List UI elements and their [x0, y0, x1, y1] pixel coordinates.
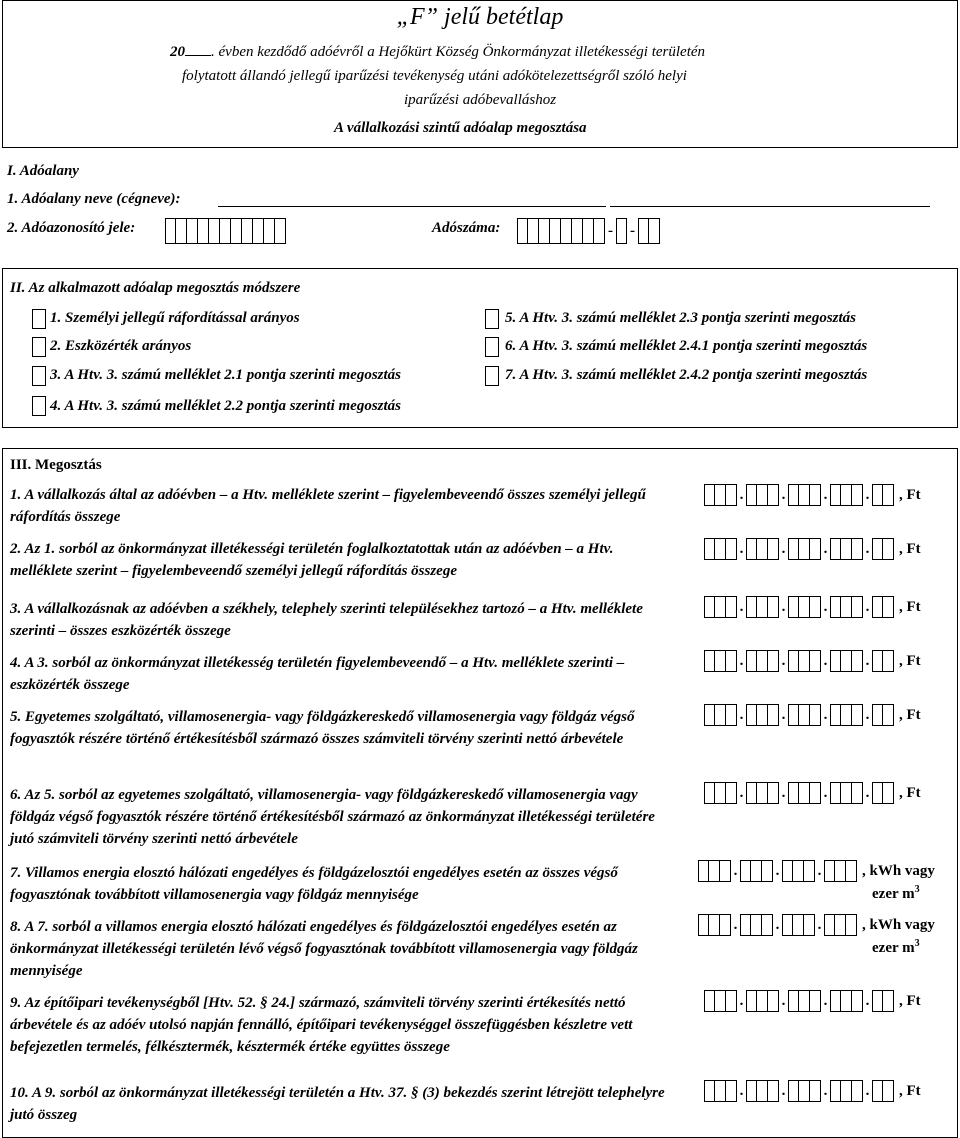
- row-5-amount[interactable]: [704, 704, 921, 726]
- digit-box[interactable]: [768, 782, 779, 804]
- digit-box[interactable]: [830, 782, 841, 804]
- row-4-label: 4. A 3. sorból az önkormányzat illetékesség területén figyelembeveendő – a Htv. melléklete szerinti – eszközérték összege: [10, 655, 625, 693]
- digit-box[interactable]: [810, 990, 821, 1012]
- digit-box[interactable]: [198, 218, 209, 244]
- digit-separator: .: [739, 653, 744, 669]
- digit-box[interactable]: [715, 538, 726, 560]
- header-line-1: [170, 44, 705, 61]
- digit-box[interactable]: [883, 704, 894, 726]
- digit-separator: .: [733, 917, 738, 933]
- digit-box[interactable]: [762, 914, 773, 936]
- row-5-unit: , Ft: [899, 707, 921, 723]
- row-6-unit: , Ft: [899, 785, 921, 801]
- digit-box[interactable]: [715, 650, 726, 672]
- digit-box[interactable]: [830, 990, 841, 1012]
- taxnum-dash-2: -: [630, 223, 635, 239]
- digit-box[interactable]: [788, 1080, 799, 1102]
- digit-box[interactable]: [550, 218, 561, 244]
- digit-box[interactable]: [799, 650, 810, 672]
- taxid-field[interactable]: [165, 218, 286, 244]
- digit-box[interactable]: [704, 650, 715, 672]
- digit-box[interactable]: [793, 860, 804, 882]
- digit-box[interactable]: [830, 596, 841, 618]
- digit-separator: .: [781, 993, 786, 1009]
- digit-box[interactable]: [242, 218, 253, 244]
- digit-box[interactable]: [275, 218, 286, 244]
- digit-box[interactable]: [751, 860, 762, 882]
- digit-box[interactable]: [883, 1080, 894, 1102]
- digit-separator: .: [865, 707, 870, 723]
- digit-box[interactable]: [883, 538, 894, 560]
- digit-separator: .: [823, 599, 828, 615]
- digit-separator: .: [865, 653, 870, 669]
- digit-separator: .: [817, 917, 822, 933]
- name-label: 1. Adóalany neve (cégneve):: [7, 191, 181, 207]
- digit-box[interactable]: [841, 538, 852, 560]
- digit-separator: .: [739, 1083, 744, 1099]
- row-8-label: 8. A 7. sorból a villamos energia elosztó hálózati engedélyes és földgázelosztói engedélyes esetén az önkormányzat illetékességi területén lévő végső fogyasztónak továbbított villamosenergia vagy földgáz mennyisége: [10, 919, 638, 979]
- digit-box[interactable]: [872, 1080, 883, 1102]
- section-1-title: I. Adóalany: [7, 163, 79, 179]
- digit-separator: .: [781, 785, 786, 801]
- digit-box[interactable]: [768, 484, 779, 506]
- digit-box[interactable]: [176, 218, 187, 244]
- digit-separator: .: [865, 487, 870, 503]
- digit-box[interactable]: [810, 538, 821, 560]
- digit-box[interactable]: [715, 596, 726, 618]
- digit-box[interactable]: [528, 218, 539, 244]
- digit-box[interactable]: [852, 596, 863, 618]
- digit-box[interactable]: [746, 650, 757, 672]
- digit-box[interactable]: [810, 650, 821, 672]
- digit-box[interactable]: [757, 650, 768, 672]
- digit-box[interactable]: [788, 782, 799, 804]
- digit-box[interactable]: [835, 860, 846, 882]
- digit-box[interactable]: [788, 484, 799, 506]
- digit-box[interactable]: [561, 218, 572, 244]
- digit-separator: .: [775, 917, 780, 933]
- digit-box[interactable]: [810, 782, 821, 804]
- digit-box[interactable]: [841, 704, 852, 726]
- digit-box[interactable]: [788, 538, 799, 560]
- digit-box[interactable]: [872, 704, 883, 726]
- method-5-checkbox[interactable]: [485, 309, 499, 329]
- digit-box[interactable]: [872, 596, 883, 618]
- row-4-unit: , Ft: [899, 653, 921, 669]
- digit-box[interactable]: [715, 704, 726, 726]
- row-1-label: 1. A vállalkozás által az adóévben – a Htv. melléklete szerint – figyelembeveendő összes személyi jellegű ráfordítás összege: [10, 487, 646, 525]
- digit-box[interactable]: [715, 484, 726, 506]
- digit-box[interactable]: [883, 990, 894, 1012]
- digit-box[interactable]: [788, 990, 799, 1012]
- method-1-label: 1. Személyi jellegű ráfordítással arányos: [50, 310, 300, 326]
- row-8-unit: , kWh vagy: [862, 917, 935, 933]
- digit-separator: .: [823, 785, 828, 801]
- digit-box[interactable]: [883, 782, 894, 804]
- digit-box[interactable]: [726, 782, 737, 804]
- digit-separator: .: [781, 487, 786, 503]
- method-1-checkbox[interactable]: [32, 309, 46, 329]
- method-7-checkbox[interactable]: [485, 366, 499, 386]
- digit-box[interactable]: [715, 990, 726, 1012]
- digit-box[interactable]: [726, 704, 737, 726]
- digit-box[interactable]: [757, 596, 768, 618]
- digit-box[interactable]: [852, 704, 863, 726]
- digit-box[interactable]: [704, 704, 715, 726]
- digit-separator: .: [781, 653, 786, 669]
- digit-box[interactable]: [804, 860, 815, 882]
- digit-box[interactable]: [768, 1080, 779, 1102]
- row-2-unit: , Ft: [899, 541, 921, 557]
- digit-separator: .: [865, 785, 870, 801]
- digit-box[interactable]: [746, 990, 757, 1012]
- digit-box[interactable]: [757, 990, 768, 1012]
- digit-box[interactable]: [726, 538, 737, 560]
- digit-box[interactable]: [799, 782, 810, 804]
- digit-box[interactable]: [231, 218, 242, 244]
- digit-box[interactable]: [746, 538, 757, 560]
- form-title: „F” jelű betétlap: [396, 4, 564, 30]
- method-4-checkbox[interactable]: [32, 396, 46, 416]
- digit-box[interactable]: [841, 782, 852, 804]
- digit-box[interactable]: [187, 218, 198, 244]
- digit-separator: .: [823, 707, 828, 723]
- digit-box[interactable]: [220, 218, 231, 244]
- row-3-unit: , Ft: [899, 599, 921, 615]
- digit-box[interactable]: [726, 484, 737, 506]
- digit-separator: .: [733, 863, 738, 879]
- digit-box[interactable]: [830, 704, 841, 726]
- digit-box[interactable]: [746, 596, 757, 618]
- taxid-label: 2. Adóazonosító jele:: [7, 220, 136, 236]
- row-10-unit: , Ft: [899, 1083, 921, 1099]
- digit-box[interactable]: [726, 596, 737, 618]
- digit-box[interactable]: [872, 782, 883, 804]
- header-subtitle: A vállalkozási szintű adóalap megosztása: [334, 120, 587, 136]
- row-8-amount[interactable]: [698, 914, 935, 936]
- digit-box[interactable]: [830, 484, 841, 506]
- digit-box[interactable]: [872, 538, 883, 560]
- digit-box[interactable]: [782, 860, 793, 882]
- method-6-label: 6. A Htv. 3. számú melléklet 2.4.1 pontja szerinti megosztás: [505, 338, 868, 354]
- digit-separator: .: [823, 541, 828, 557]
- digit-box[interactable]: [704, 484, 715, 506]
- digit-box[interactable]: [762, 860, 773, 882]
- digit-separator: .: [823, 487, 828, 503]
- digit-box[interactable]: [720, 860, 731, 882]
- digit-box[interactable]: [824, 914, 835, 936]
- digit-box[interactable]: [872, 650, 883, 672]
- digit-box[interactable]: [830, 650, 841, 672]
- header-line-2: folytatott állandó jellegű iparűzési tevékenység utáni adókötelezettségről szóló helyi: [182, 68, 687, 84]
- digit-separator: .: [817, 863, 822, 879]
- digit-separator: .: [823, 993, 828, 1009]
- name-field[interactable]: [218, 206, 606, 207]
- digit-box[interactable]: [726, 1080, 737, 1102]
- digit-box[interactable]: [757, 1080, 768, 1102]
- digit-box[interactable]: [264, 218, 275, 244]
- digit-box[interactable]: [709, 914, 720, 936]
- digit-box[interactable]: [594, 218, 605, 244]
- digit-box[interactable]: [704, 990, 715, 1012]
- digit-separator: .: [865, 993, 870, 1009]
- year-prefix: 20: [170, 44, 185, 60]
- year-blank[interactable]: [185, 55, 211, 56]
- section-3-title: III. Megosztás: [10, 457, 102, 473]
- digit-box[interactable]: [788, 650, 799, 672]
- method-3-checkbox[interactable]: [32, 366, 46, 386]
- row-2-label: 2. Az 1. sorból az önkormányzat illetékességi területén foglalkoztatottak után az adóévben – a Htv. melléklete szerint – figyelembeveendő személyi jellegű ráfordítás összege: [10, 541, 614, 579]
- digit-box[interactable]: [715, 782, 726, 804]
- digit-box[interactable]: [852, 990, 863, 1012]
- digit-separator: .: [739, 599, 744, 615]
- digit-box[interactable]: [704, 1080, 715, 1102]
- method-4-label: 4. A Htv. 3. számú melléklet 2.2 pontja szerinti megosztás: [50, 398, 401, 414]
- method-2-checkbox[interactable]: [32, 337, 46, 357]
- row-6-label: 6. Az 5. sorból az egyetemes szolgáltató, villamosenergia- vagy földgázkereskedő villamosenergia vagy földgáz végső fogyasztók részére történő értékesítésből származó az önkormányzat illetékességi területére jutó számviteli törvény szerinti nettó árbevétele: [10, 787, 655, 847]
- digit-box[interactable]: [746, 1080, 757, 1102]
- row-7-label: 7. Villamos energia elosztó hálózati engedélyes és földgázelosztói engedélyes esetén az összes végső fogyasztónak továbbított villamosenergia vagy földgáz mennyisége: [10, 865, 618, 903]
- digit-box[interactable]: [810, 596, 821, 618]
- digit-separator: .: [775, 863, 780, 879]
- digit-box[interactable]: [583, 218, 594, 244]
- digit-box[interactable]: [852, 650, 863, 672]
- digit-box[interactable]: [616, 218, 627, 244]
- digit-box[interactable]: [751, 914, 762, 936]
- digit-box[interactable]: [841, 1080, 852, 1102]
- digit-separator: .: [865, 1083, 870, 1099]
- digit-box[interactable]: [830, 1080, 841, 1102]
- header-line-1-text: . évben kezdődő adóévről a Hejőkürt Község Önkormányzat illetékességi területén: [211, 44, 706, 60]
- row-6-amount[interactable]: [704, 782, 921, 804]
- row-2-amount[interactable]: [704, 538, 921, 560]
- row-4-amount[interactable]: [704, 650, 921, 672]
- method-7-label: 7. A Htv. 3. számú melléklet 2.4.2 pontja szerinti megosztás: [505, 367, 868, 383]
- digit-separator: .: [823, 1083, 828, 1099]
- digit-box[interactable]: [572, 218, 583, 244]
- taxnum-field[interactable]: [517, 218, 660, 244]
- digit-box[interactable]: [852, 538, 863, 560]
- digit-box[interactable]: [799, 538, 810, 560]
- digit-box[interactable]: [846, 860, 857, 882]
- section-2-title: II. Az alkalmazott adóalap megosztás módszere: [10, 280, 301, 296]
- digit-box[interactable]: [768, 596, 779, 618]
- digit-separator: .: [739, 707, 744, 723]
- digit-box[interactable]: [698, 914, 709, 936]
- row-3-label: 3. A vállalkozásnak az adóévben a székhely, telephely szerinti településekhez tartozó – a Htv. melléklete szerinti – összes eszközérték összege: [10, 601, 643, 639]
- digit-box[interactable]: [704, 782, 715, 804]
- row-9-label: 9. Az építőipari tevékenységből [Htv. 52. § 24.] származó, számviteli törvény szerinti értékesítés nettó árbevétele és az adóév utolsó napján fennálló, építőipari tevékenységgel összefüggésben készletre vett befejezetlen termelés, félkésztermék, késztermék értéke együttes összege: [10, 995, 633, 1055]
- digit-box[interactable]: [841, 650, 852, 672]
- row-7-unit-2: ezer $m^3$: [872, 884, 920, 902]
- digit-box[interactable]: [740, 914, 751, 936]
- digit-box[interactable]: [757, 538, 768, 560]
- digit-separator: .: [739, 993, 744, 1009]
- digit-box[interactable]: [799, 704, 810, 726]
- digit-box[interactable]: [704, 538, 715, 560]
- row-7-unit: , kWh vagy: [862, 863, 935, 879]
- digit-box[interactable]: [799, 990, 810, 1012]
- digit-box[interactable]: [720, 914, 731, 936]
- digit-box[interactable]: [799, 484, 810, 506]
- digit-box[interactable]: [165, 218, 176, 244]
- digit-separator: .: [781, 1083, 786, 1099]
- digit-box[interactable]: [841, 990, 852, 1012]
- digit-separator: .: [781, 599, 786, 615]
- digit-box[interactable]: [804, 914, 815, 936]
- name-field-extra[interactable]: [610, 206, 930, 207]
- digit-box[interactable]: [726, 650, 737, 672]
- digit-box[interactable]: [830, 538, 841, 560]
- digit-box[interactable]: [539, 218, 550, 244]
- row-10-label: 10. A 9. sorból az önkormányzat illetékességi területén a Htv. 37. § (3) bekezdés szerint létrejött telephelyre jutó összeg: [10, 1085, 665, 1123]
- digit-separator: .: [781, 707, 786, 723]
- digit-box[interactable]: [846, 914, 857, 936]
- digit-box[interactable]: [799, 1080, 810, 1102]
- digit-box[interactable]: [746, 782, 757, 804]
- digit-box[interactable]: [740, 860, 751, 882]
- digit-box[interactable]: [746, 484, 757, 506]
- row-7-amount[interactable]: [698, 860, 935, 882]
- digit-box[interactable]: [638, 218, 649, 244]
- digit-box[interactable]: [852, 1080, 863, 1102]
- digit-box[interactable]: [872, 484, 883, 506]
- method-2-label: 2. Eszközérték arányos: [50, 338, 192, 354]
- row-8-unit-2: ezer $m^3$: [872, 938, 920, 956]
- taxnum-dash-1: -: [608, 223, 613, 239]
- digit-box[interactable]: [649, 218, 660, 244]
- digit-box[interactable]: [768, 650, 779, 672]
- digit-box[interactable]: [782, 914, 793, 936]
- row-9-unit: , Ft: [899, 993, 921, 1009]
- row-10-amount[interactable]: [704, 1080, 921, 1102]
- digit-separator: .: [739, 487, 744, 503]
- digit-box[interactable]: [841, 484, 852, 506]
- digit-separator: .: [865, 599, 870, 615]
- row-9-amount[interactable]: [704, 990, 921, 1012]
- digit-box[interactable]: [726, 990, 737, 1012]
- digit-box[interactable]: [872, 990, 883, 1012]
- digit-box[interactable]: [883, 484, 894, 506]
- digit-box[interactable]: [810, 704, 821, 726]
- digit-box[interactable]: [698, 860, 709, 882]
- digit-box[interactable]: [757, 782, 768, 804]
- digit-box[interactable]: [824, 860, 835, 882]
- digit-box[interactable]: [835, 914, 846, 936]
- digit-box[interactable]: [757, 484, 768, 506]
- digit-box[interactable]: [746, 704, 757, 726]
- digit-box[interactable]: [757, 704, 768, 726]
- digit-box[interactable]: [768, 538, 779, 560]
- digit-box[interactable]: [768, 990, 779, 1012]
- digit-box[interactable]: [715, 1080, 726, 1102]
- digit-box[interactable]: [883, 650, 894, 672]
- digit-box[interactable]: [852, 484, 863, 506]
- digit-box[interactable]: [209, 218, 220, 244]
- digit-box[interactable]: [768, 704, 779, 726]
- method-5-label: 5. A Htv. 3. számú melléklet 2.3 pontja szerinti megosztás: [505, 310, 856, 326]
- row-3-amount[interactable]: [704, 596, 921, 618]
- digit-box[interactable]: [709, 860, 720, 882]
- digit-box[interactable]: [810, 484, 821, 506]
- digit-box[interactable]: [841, 596, 852, 618]
- digit-box[interactable]: [852, 782, 863, 804]
- digit-separator: .: [865, 541, 870, 557]
- digit-separator: .: [823, 653, 828, 669]
- digit-box[interactable]: [788, 596, 799, 618]
- row-5-label: 5. Egyetemes szolgáltató, villamosenergia- vagy földgázkereskedő villamosenergia vagy földgáz végső fogyasztók részére történő értékesítésből származó összes számviteli törvény szerinti nettó árbevétele: [10, 709, 635, 747]
- digit-box[interactable]: [793, 914, 804, 936]
- digit-separator: .: [781, 541, 786, 557]
- digit-box[interactable]: [788, 704, 799, 726]
- digit-box[interactable]: [517, 218, 528, 244]
- row-1-unit: , Ft: [899, 487, 921, 503]
- digit-box[interactable]: [799, 596, 810, 618]
- header-line-3: iparűzési adóbevalláshoz: [403, 92, 557, 108]
- digit-box[interactable]: [704, 596, 715, 618]
- method-3-label: 3. A Htv. 3. számú melléklet 2.1 pontja szerinti megosztás: [50, 367, 401, 383]
- taxnum-label: Adószáma:: [432, 220, 501, 236]
- digit-separator: .: [739, 541, 744, 557]
- digit-box[interactable]: [883, 596, 894, 618]
- digit-box[interactable]: [253, 218, 264, 244]
- method-6-checkbox[interactable]: [485, 337, 499, 357]
- digit-box[interactable]: [810, 1080, 821, 1102]
- row-1-amount[interactable]: [704, 484, 921, 506]
- digit-separator: .: [739, 785, 744, 801]
